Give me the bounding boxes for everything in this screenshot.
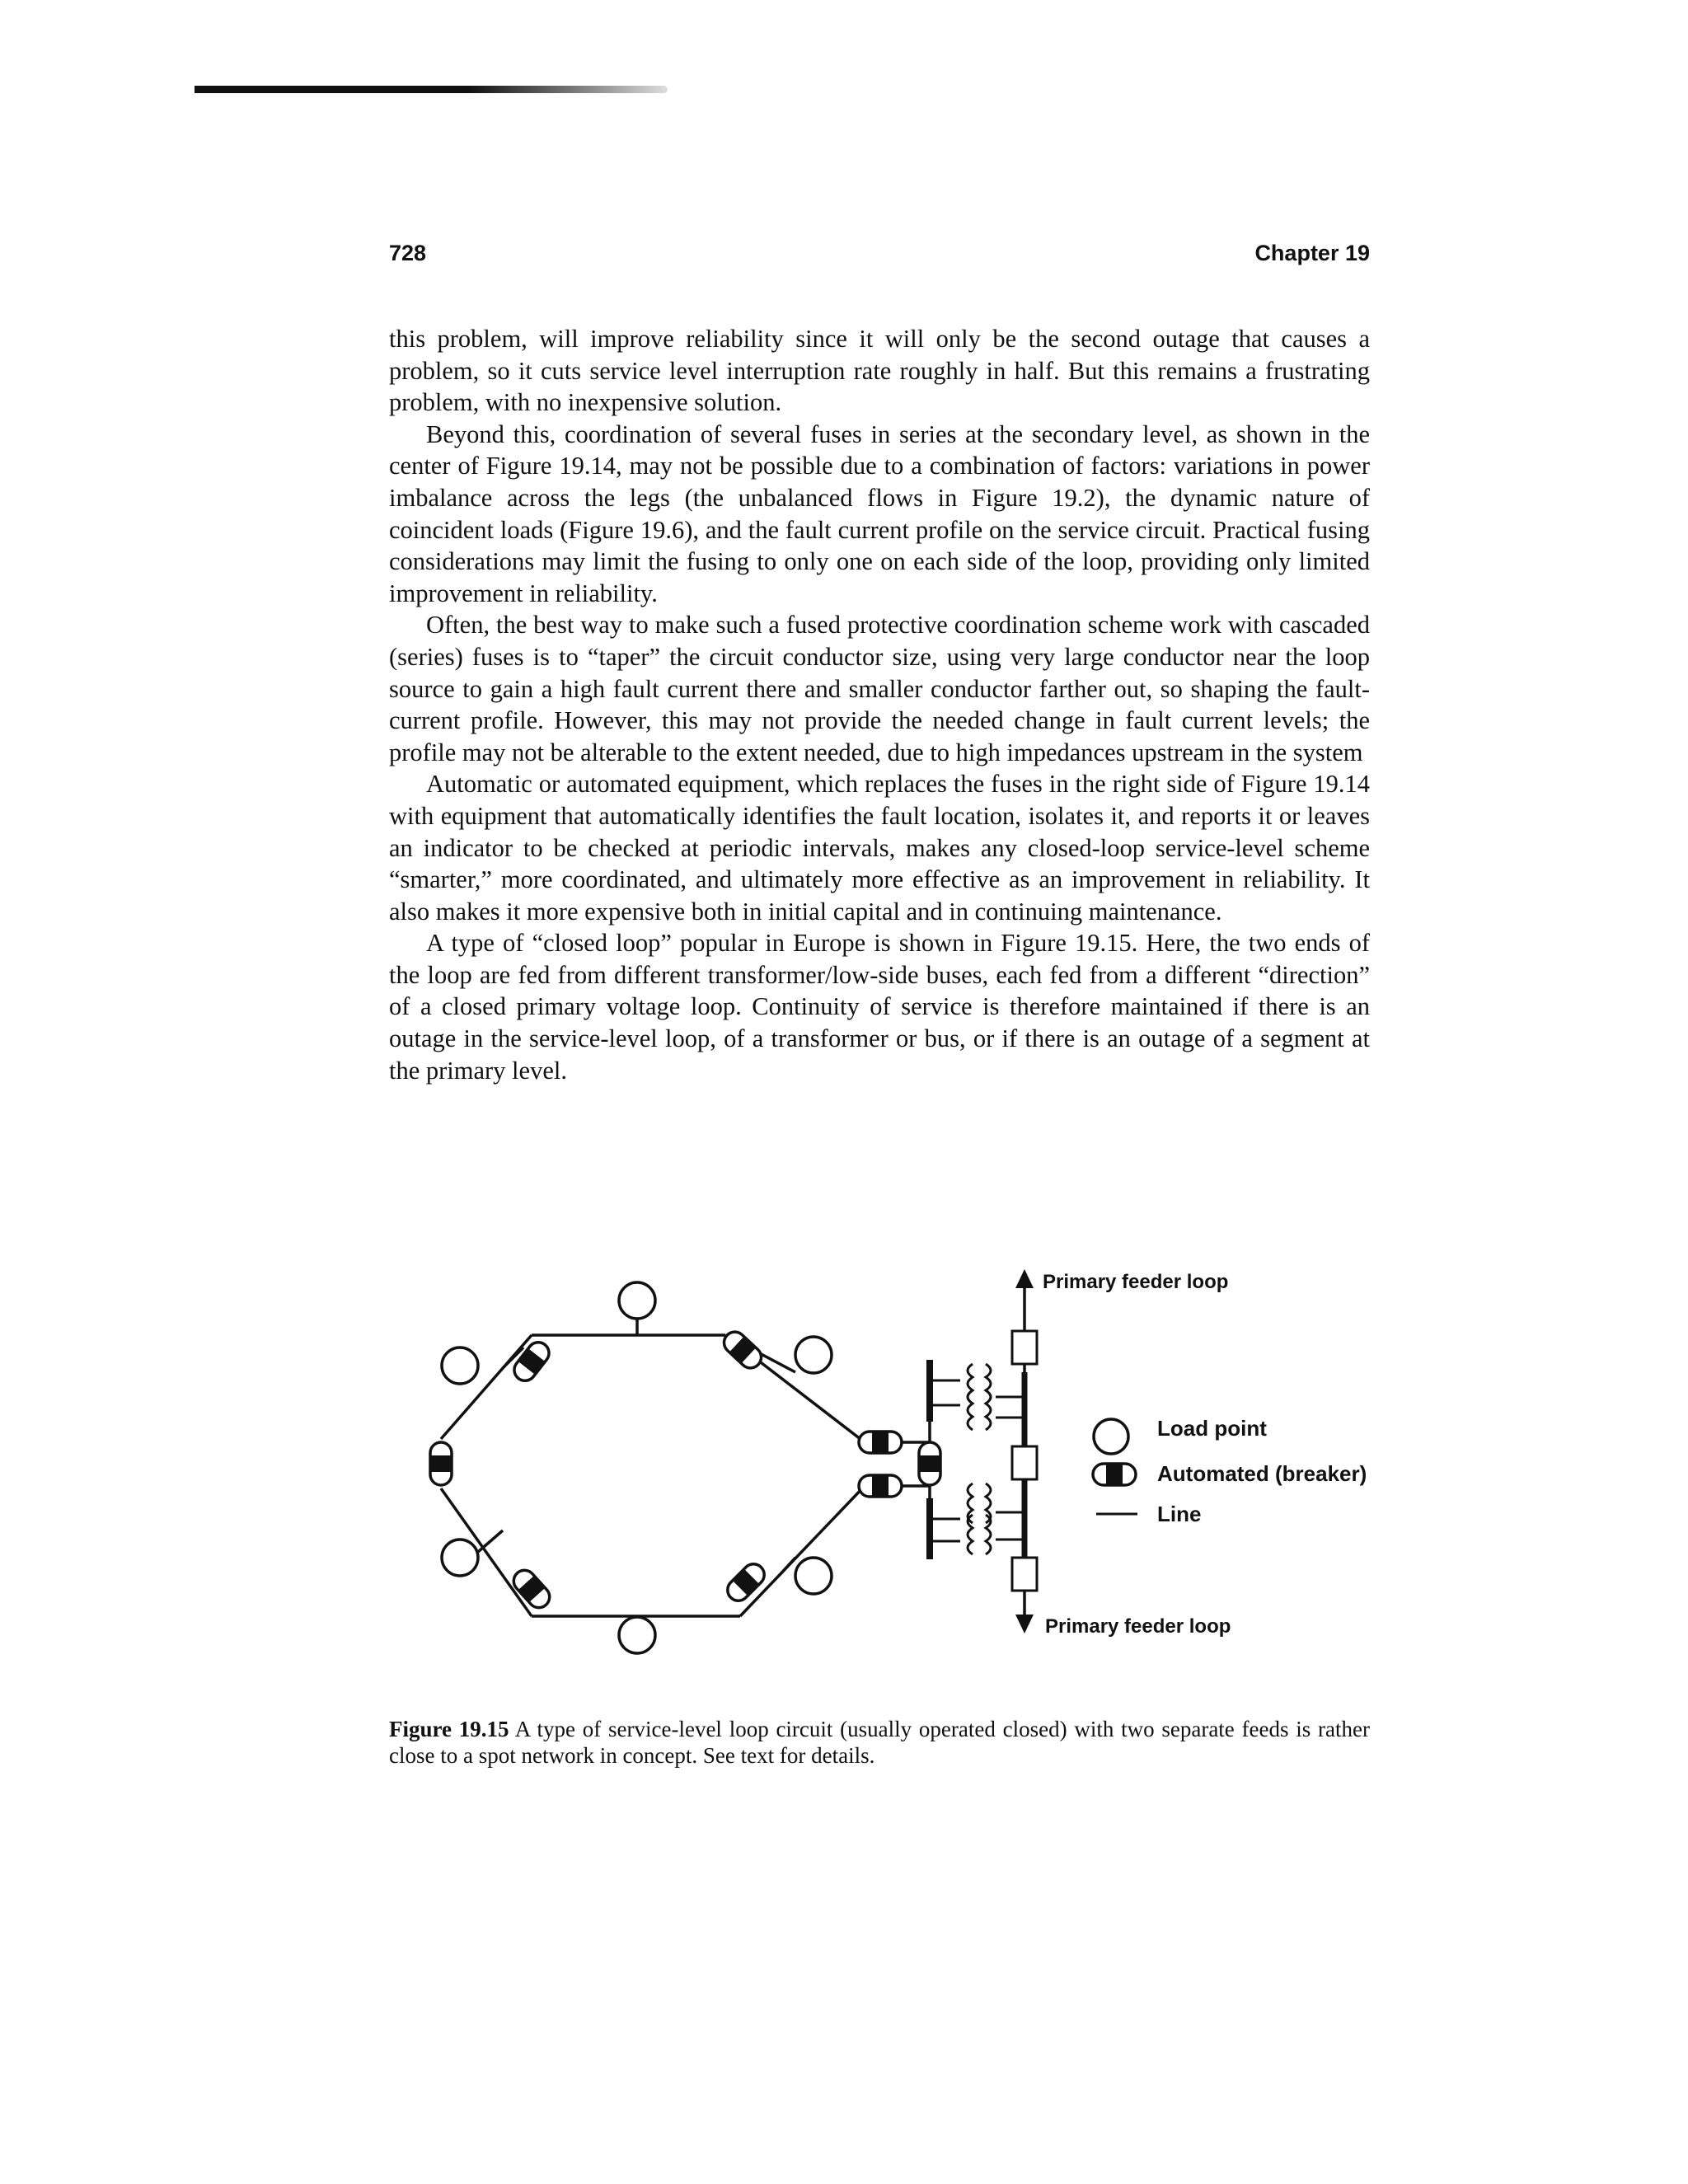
paragraph-5: A type of “closed loop” popular in Europe is shown in Figure 19.15. Here, the two ends of the loop are fed from different transformer/low-side buses, each fed from a different “direction” of a closed primary voltage loop. Continuity of service is therefore maintained if there is an outage in the service-level loop, of a transformer or bus, or if there is an outage of a segment at the primary level. [389, 929, 1370, 1085]
caption-label: Figure 19.15 [389, 1717, 509, 1741]
breaker [720, 1328, 766, 1372]
arrow-up-icon [1015, 1269, 1034, 1288]
chapter-label: Chapter 19 [1254, 241, 1370, 265]
page-number: 728 [389, 241, 427, 265]
legend-load-point-label: Load point [1157, 1416, 1267, 1441]
legend-line-label: Line [1157, 1502, 1202, 1526]
figure-19-15 [0, 1236, 1688, 1665]
breaker [859, 1475, 902, 1497]
primary-feeder-loop [1012, 1269, 1037, 1633]
load-point [795, 1337, 832, 1373]
paragraph-1: this problem, will improve reliability since it will only be the second outage that causes a problem, so it cuts service level interruption rate roughly in half. But this remains a frustrating problem, with no inexpensive solution. [389, 325, 1370, 417]
breaker [859, 1432, 902, 1453]
legend-breaker-icon [1093, 1464, 1136, 1485]
primary-switch [1012, 1558, 1037, 1591]
load-point [619, 1282, 655, 1319]
arrow-down-icon [1015, 1615, 1034, 1633]
breaker [723, 1559, 768, 1605]
running-head [389, 241, 1370, 274]
figure-caption [389, 1716, 1370, 1769]
paragraph-3: Often, the best way to make such a fused protective coordination scheme work with cascaded (series) fuses is to “taper” the circuit conductor size, using very large conductor near the loop source to gain a high fault current there and smaller conductor farther out, so shaping the fault-current profile. However, this may not provide the needed change in fault current levels; the profile may not be alterable to the extent needed, due to high impedances upstream in the system [389, 611, 1370, 766]
paragraph-4: Automatic or automated equipment, which replaces the fuses in the right side of Figure 19.14 with equipment that automatically identifies the fault location, isolates it, and reports it or leaves an indicator to be checked at periodic intervals, makes any closed-loop service-level scheme “smarter,” more coordinated, and ultimately more effective as an improvement in reliability. It also makes it more expensive both in initial capital and in continuing maintenance. [389, 770, 1370, 926]
breaker [509, 1566, 554, 1612]
load-points [442, 1282, 832, 1653]
breaker [510, 1338, 554, 1385]
load-point [442, 1540, 478, 1576]
legend [1093, 1419, 1137, 1514]
label-primary-feeder-loop-bottom: Primary feeder loop [1045, 1615, 1231, 1638]
primary-switch [1012, 1446, 1037, 1479]
load-point [619, 1617, 655, 1653]
legend-load-point-icon [1094, 1419, 1128, 1454]
top-rule [195, 86, 668, 93]
automated-breakers [430, 1328, 940, 1612]
caption-text: A type of service-level loop circuit (usually operated closed) with two separate feeds is rather close to a spot network in concept. See text for details. [389, 1717, 1370, 1768]
load-point [795, 1558, 832, 1594]
paragraph-2: Beyond this, coordination of several fuses in series at the secondary level, as shown in the center of Figure 19.14, may not be possible due to a combination of factors: variations in power imbalance across the legs (the unbalanced flows in Figure 19.2), the dynamic nature of coincident loads (Figure 19.6), and the fault current profile on the service circuit. Practical fusing considerations may limit the fusing to only one on each side of the loop, providing only limited improvement in reliability. [389, 419, 1370, 607]
primary-switch [1012, 1331, 1037, 1364]
label-primary-feeder-loop-top: Primary feeder loop [1043, 1271, 1229, 1293]
legend-breaker-label: Automated (breaker) [1157, 1461, 1367, 1486]
transformers [930, 1364, 1025, 1554]
load-point [442, 1347, 478, 1384]
body-text [389, 323, 1370, 1086]
breaker [430, 1442, 452, 1485]
breaker [919, 1442, 940, 1485]
